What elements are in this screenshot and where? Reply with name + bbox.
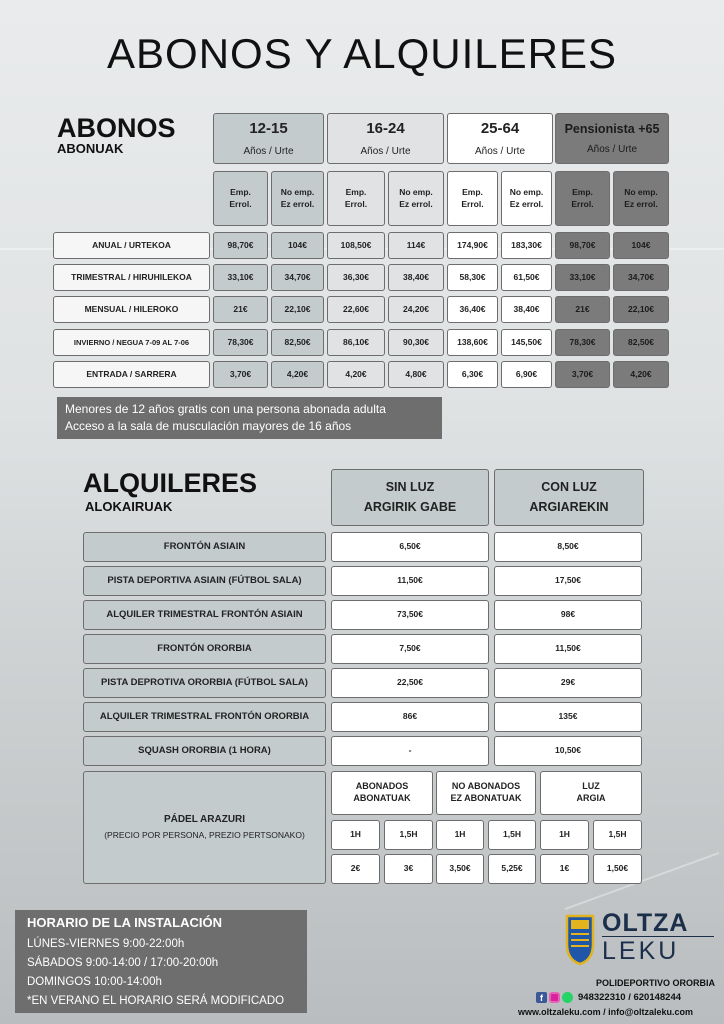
note-line: Menores de 12 años gratis con una persona abonada adulta bbox=[65, 402, 386, 416]
abono-price-cell: 82,50€ bbox=[271, 329, 324, 356]
age-group-sub: Años / Urte bbox=[243, 145, 294, 157]
rental-sin-cell: 22,50€ bbox=[331, 668, 489, 698]
abono-price-cell: 98,70€ bbox=[213, 232, 268, 259]
abono-price-cell: 114€ bbox=[388, 232, 444, 259]
rental-row-label: ALQUILER TRIMESTRAL FRONTÓN ASIAIN bbox=[83, 600, 326, 630]
abono-price-cell: 3,70€ bbox=[555, 361, 610, 388]
abono-price-cell: 58,30€ bbox=[447, 264, 498, 291]
abono-price-cell: 33,10€ bbox=[213, 264, 268, 291]
horario-box bbox=[15, 910, 307, 1013]
rental-con-cell: 8,50€ bbox=[494, 532, 642, 562]
sin-luz-header: SIN LUZ ARGIRIK GABE bbox=[331, 469, 489, 526]
abono-price-cell: 78,30€ bbox=[555, 329, 610, 356]
age-group-label: 25-64 bbox=[480, 120, 520, 138]
instagram-icon[interactable] bbox=[549, 992, 560, 1003]
abono-price-cell: 34,70€ bbox=[271, 264, 324, 291]
padel-duration-1h: 1H bbox=[540, 820, 589, 850]
rental-row-label: FRONTÓN ORORBIA bbox=[83, 634, 326, 664]
rental-sin-cell: 7,50€ bbox=[331, 634, 489, 664]
abono-price-cell: 36,30€ bbox=[327, 264, 385, 291]
horario-line: DOMINGOS 10:00-14:00h bbox=[27, 976, 162, 988]
horario-title: HORARIO DE LA INSTALACIÓN bbox=[27, 915, 222, 930]
shield-logo-icon bbox=[565, 912, 595, 966]
abono-price-cell: 78,30€ bbox=[213, 329, 268, 356]
abono-row-label: ENTRADA / SARRERA bbox=[53, 361, 210, 388]
abono-price-cell: 33,10€ bbox=[555, 264, 610, 291]
rental-sin-cell: - bbox=[331, 736, 489, 766]
abono-price-cell: 98,70€ bbox=[555, 232, 610, 259]
rental-row-label: PISTA DEPROTIVA ORORBIA (FÚTBOL SALA) bbox=[83, 668, 326, 698]
brand-subtitle: POLIDEPORTIVO ORORBIA bbox=[596, 978, 716, 988]
abono-row-label: TRIMESTRAL / HIRUHILEKOA bbox=[53, 264, 210, 291]
rental-con-cell: 135€ bbox=[494, 702, 642, 732]
rental-sin-cell: 86€ bbox=[331, 702, 489, 732]
abono-price-cell: 138,60€ bbox=[447, 329, 498, 356]
contact-row bbox=[536, 992, 681, 1003]
padel-group-header: ABONADOS ABONATUAK bbox=[331, 771, 433, 815]
padel-group-header: LUZ ARGIA bbox=[540, 771, 642, 815]
note-line: Acceso a la sala de musculación mayores de 16 años bbox=[65, 419, 352, 433]
age-group-header bbox=[447, 113, 553, 164]
facebook-icon[interactable]: f bbox=[536, 992, 547, 1003]
abono-price-cell: 61,50€ bbox=[501, 264, 552, 291]
rental-con-cell: 10,50€ bbox=[494, 736, 642, 766]
abono-row-label: MENSUAL / HILEROKO bbox=[53, 296, 210, 323]
abono-price-cell: 34,70€ bbox=[613, 264, 669, 291]
padel-duration-1h: 1H bbox=[331, 820, 380, 850]
padel-subtitle: (PRECIO POR PERSONA, PREZIO PERTSONAKO) bbox=[104, 830, 305, 841]
age-group-label: Pensionista +65 bbox=[564, 121, 660, 136]
age-group-sub: Años / Urte bbox=[586, 144, 638, 156]
rental-row-label: PISTA DEPORTIVA ASIAIN (FÚTBOL SALA) bbox=[83, 566, 326, 596]
abono-price-cell: 22,60€ bbox=[327, 296, 385, 323]
noemp-header: No emp. Ez errol. bbox=[271, 171, 324, 226]
abono-price-cell: 36,40€ bbox=[447, 296, 498, 323]
con-luz-header: CON LUZ ARGIAREKIN bbox=[494, 469, 644, 526]
contact-web[interactable]: www.oltzaleku.com / info@oltzaleku.com bbox=[518, 1007, 693, 1017]
rental-con-cell: 29€ bbox=[494, 668, 642, 698]
rental-con-cell: 11,50€ bbox=[494, 634, 642, 664]
padel-price-15h: 1,50€ bbox=[593, 854, 642, 884]
abono-price-cell: 24,20€ bbox=[388, 296, 444, 323]
emp-header: Emp. Errol. bbox=[447, 171, 498, 226]
abono-price-cell: 145,50€ bbox=[501, 329, 552, 356]
abono-price-cell: 4,20€ bbox=[327, 361, 385, 388]
abono-price-cell: 6,90€ bbox=[501, 361, 552, 388]
age-group-header bbox=[213, 113, 324, 164]
padel-label bbox=[83, 771, 326, 884]
padel-price-15h: 3€ bbox=[384, 854, 433, 884]
abonos-note bbox=[57, 397, 442, 439]
horario-line: LÚNES-VIERNES 9:00-22:00h bbox=[27, 938, 185, 950]
rental-sin-cell: 6,50€ bbox=[331, 532, 489, 562]
brand-name-top: OLTZA bbox=[602, 909, 689, 937]
rental-con-cell: 98€ bbox=[494, 600, 642, 630]
brand-block bbox=[518, 908, 720, 1020]
abono-price-cell: 82,50€ bbox=[613, 329, 669, 356]
horario-line: *EN VERANO EL HORARIO SERÁ MODIFICADO bbox=[27, 995, 285, 1007]
alquileres-subheading: ALOKAIRUAK bbox=[85, 499, 173, 514]
abono-price-cell: 22,10€ bbox=[613, 296, 669, 323]
abono-price-cell: 86,10€ bbox=[327, 329, 385, 356]
abonos-heading: ABONOS bbox=[57, 113, 176, 143]
abono-price-cell: 21€ bbox=[555, 296, 610, 323]
abono-price-cell: 183,30€ bbox=[501, 232, 552, 259]
age-group-header bbox=[555, 113, 669, 164]
abono-price-cell: 90,30€ bbox=[388, 329, 444, 356]
padel-title: PÁDEL ARAZURI bbox=[163, 814, 246, 826]
rental-row-label: SQUASH ORORBIA (1 HORA) bbox=[83, 736, 326, 766]
padel-price-1h: 3,50€ bbox=[436, 854, 484, 884]
abono-price-cell: 21€ bbox=[213, 296, 268, 323]
age-group-label: 12-15 bbox=[249, 120, 288, 138]
abono-price-cell: 174,90€ bbox=[447, 232, 498, 259]
abono-price-cell: 38,40€ bbox=[501, 296, 552, 323]
abono-price-cell: 4,80€ bbox=[388, 361, 444, 388]
abono-price-cell: 4,20€ bbox=[271, 361, 324, 388]
noemp-header: No emp. Ez errol. bbox=[388, 171, 444, 226]
abono-price-cell: 104€ bbox=[271, 232, 324, 259]
abono-price-cell: 3,70€ bbox=[213, 361, 268, 388]
alquileres-heading: ALQUILERES bbox=[83, 468, 258, 498]
emp-header: Emp. Errol. bbox=[555, 171, 610, 226]
abonos-subheading: ABONUAK bbox=[57, 141, 124, 156]
noemp-header: No emp. Ez errol. bbox=[613, 171, 669, 226]
age-group-header bbox=[327, 113, 444, 164]
age-group-sub: Años / Urte bbox=[360, 145, 411, 157]
abono-row-label: ANUAL / URTEKOA bbox=[53, 232, 210, 259]
rental-sin-cell: 73,50€ bbox=[331, 600, 489, 630]
abono-price-cell: 6,30€ bbox=[447, 361, 498, 388]
abono-price-cell: 22,10€ bbox=[271, 296, 324, 323]
padel-duration-15h: 1,5H bbox=[384, 820, 433, 850]
abono-price-cell: 4,20€ bbox=[613, 361, 669, 388]
emp-header: Emp. Errol. bbox=[327, 171, 385, 226]
padel-group-header: NO ABONADOS EZ ABONATUAK bbox=[436, 771, 536, 815]
padel-duration-1h: 1H bbox=[436, 820, 484, 850]
abono-row-label: INVIERNO / NEGUA 7-09 AL 7-06 bbox=[53, 329, 210, 356]
emp-header: Emp. Errol. bbox=[213, 171, 268, 226]
padel-price-1h: 1€ bbox=[540, 854, 589, 884]
age-group-label: 16-24 bbox=[366, 120, 405, 138]
padel-duration-15h: 1,5H bbox=[488, 820, 536, 850]
abono-price-cell: 38,40€ bbox=[388, 264, 444, 291]
contact-phones: 948322310 / 620148244 bbox=[578, 992, 682, 1003]
noemp-header: No emp. Ez errol. bbox=[501, 171, 552, 226]
rental-row-label: ALQUILER TRIMESTRAL FRONTÓN ORORBIA bbox=[83, 702, 326, 732]
padel-duration-15h: 1,5H bbox=[593, 820, 642, 850]
rental-con-cell: 17,50€ bbox=[494, 566, 642, 596]
rental-sin-cell: 11,50€ bbox=[331, 566, 489, 596]
whatsapp-icon[interactable] bbox=[562, 992, 573, 1003]
brand-name-bottom: LEKU bbox=[602, 937, 680, 965]
rental-row-label: FRONTÓN ASIAIN bbox=[83, 532, 326, 562]
padel-price-15h: 5,25€ bbox=[488, 854, 536, 884]
age-group-sub: Años / Urte bbox=[474, 145, 526, 157]
abono-price-cell: 104€ bbox=[613, 232, 669, 259]
padel-price-1h: 2€ bbox=[331, 854, 380, 884]
page-title: ABONOS Y ALQUILERES bbox=[107, 30, 617, 77]
horario-line: SÁBADOS 9:00-14:00 / 17:00-20:00h bbox=[27, 957, 219, 969]
abono-price-cell: 108,50€ bbox=[327, 232, 385, 259]
